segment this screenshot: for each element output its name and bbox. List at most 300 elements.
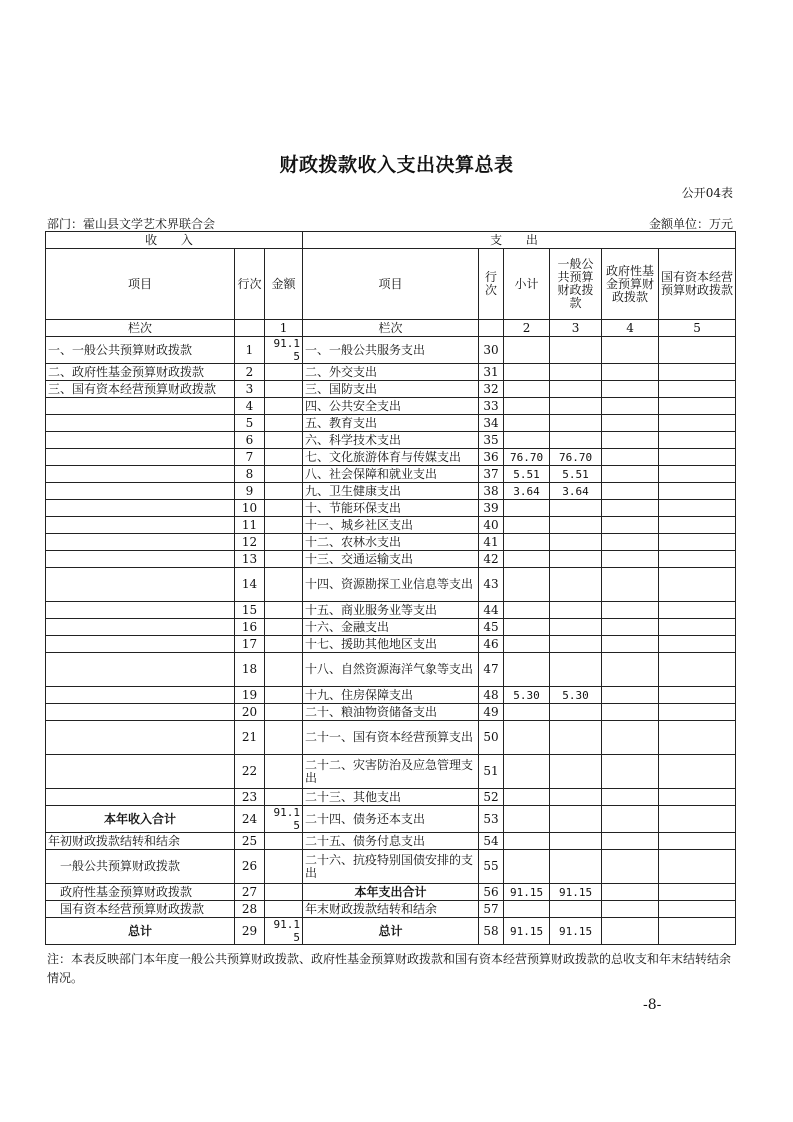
expense-subtotal — [504, 619, 550, 636]
expense-fund-budget — [602, 415, 659, 432]
expense-state-capital-budget — [659, 901, 736, 918]
income-amount — [265, 500, 303, 517]
expense-general-budget — [550, 364, 602, 381]
expense-subtotal — [504, 755, 550, 789]
expense-state-capital-budget — [659, 449, 736, 466]
income-amount — [265, 884, 303, 901]
income-item: 三、国有资本经营预算财政拨款 — [46, 381, 235, 398]
expense-item: 一、一般公共服务支出 — [303, 337, 479, 364]
expense-fund-budget — [602, 517, 659, 534]
expense-state-capital-budget — [659, 381, 736, 398]
expense-subtotal — [504, 721, 550, 755]
table-row — [46, 534, 736, 551]
expense-line-no: 43 — [479, 568, 504, 602]
expense-state-capital-budget — [659, 789, 736, 806]
expense-general-budget: 91.15 — [550, 918, 602, 945]
expense-general-budget: 5.51 — [550, 466, 602, 483]
income-amount — [265, 534, 303, 551]
income-line-no: 23 — [235, 789, 265, 806]
income-amount — [265, 381, 303, 398]
expense-item: 总计 — [303, 918, 479, 945]
income-line-no: 5 — [235, 415, 265, 432]
expense-line-no: 42 — [479, 551, 504, 568]
income-amount — [265, 551, 303, 568]
income-line-no: 1 — [235, 337, 265, 364]
income-amount: 91.15 — [265, 918, 303, 945]
expense-subtotal — [504, 806, 550, 833]
expense-line-no: 41 — [479, 534, 504, 551]
income-item — [46, 602, 235, 619]
expense-subtotal — [504, 432, 550, 449]
expense-state-capital-budget — [659, 415, 736, 432]
income-line-no: 10 — [235, 500, 265, 517]
expense-subtotal — [504, 636, 550, 653]
department-label: 部门：霍山县文学艺术界联合会 — [47, 217, 216, 231]
expense-line-no: 45 — [479, 619, 504, 636]
table-row — [46, 918, 736, 945]
income-item — [46, 636, 235, 653]
income-line-no: 17 — [235, 636, 265, 653]
expense-fund-budget — [602, 551, 659, 568]
expense-item: 十八、自然资源海洋气象等支出 — [303, 653, 479, 687]
table-row — [46, 619, 736, 636]
footnote: 注：本表反映部门本年度一般公共预算财政拨款、政府性基金预算财政拨款和国有资本经营预算财政拨款的总收支和年末结转结余情况。 — [47, 952, 732, 985]
expense-fund-budget — [602, 884, 659, 901]
expense-fund-budget — [602, 466, 659, 483]
expense-item: 十五、商业服务业等支出 — [303, 602, 479, 619]
expense-line-no: 48 — [479, 687, 504, 704]
expense-subtotal — [504, 833, 550, 850]
expense-line-no: 34 — [479, 415, 504, 432]
table-row — [46, 901, 736, 918]
expense-subtotal — [504, 517, 550, 534]
expense-fund-budget — [602, 850, 659, 884]
expense-line-no: 33 — [479, 398, 504, 415]
expense-item: 十六、金融支出 — [303, 619, 479, 636]
column-label-empty — [479, 320, 504, 337]
table-row — [46, 449, 736, 466]
budget-table — [45, 231, 736, 945]
expense-fund-budget — [602, 653, 659, 687]
expense-item: 二十三、其他支出 — [303, 789, 479, 806]
income-item — [46, 687, 235, 704]
income-line-no: 6 — [235, 432, 265, 449]
income-amount — [265, 568, 303, 602]
expense-line-no: 52 — [479, 789, 504, 806]
expense-state-capital-budget — [659, 517, 736, 534]
expense-subtotal: 3.64 — [504, 483, 550, 500]
expense-subtotal: 91.15 — [504, 884, 550, 901]
income-line-no: 29 — [235, 918, 265, 945]
header-subtotal: 小计 — [504, 249, 550, 320]
table-row — [46, 687, 736, 704]
table-row — [46, 884, 736, 901]
income-amount — [265, 653, 303, 687]
expense-subtotal — [504, 551, 550, 568]
column-number-3: 3 — [550, 320, 602, 337]
page-title: 财政拨款收入支出决算总表 — [279, 154, 514, 176]
income-amount — [265, 619, 303, 636]
expense-fund-budget — [602, 534, 659, 551]
expense-fund-budget — [602, 619, 659, 636]
table-row — [46, 500, 736, 517]
expense-general-budget — [550, 432, 602, 449]
expense-subtotal — [504, 602, 550, 619]
expense-item: 本年支出合计 — [303, 884, 479, 901]
header-state-capital-budget: 国有资本经营预算财政拨款 — [659, 249, 736, 320]
expense-line-no: 58 — [479, 918, 504, 945]
expense-subtotal — [504, 568, 550, 602]
income-line-no: 4 — [235, 398, 265, 415]
form-number: 公开04表 — [681, 186, 733, 200]
expense-subtotal — [504, 398, 550, 415]
income-item — [46, 551, 235, 568]
income-line-no: 8 — [235, 466, 265, 483]
expense-fund-budget — [602, 789, 659, 806]
expense-general-budget — [550, 551, 602, 568]
income-item: 总计 — [46, 918, 235, 945]
income-item: 一、一般公共预算财政拨款 — [46, 337, 235, 364]
income-amount — [265, 398, 303, 415]
expense-general-budget: 5.30 — [550, 687, 602, 704]
table-row — [46, 517, 736, 534]
header-general-budget: 一般公共预算财政拨款 — [550, 249, 602, 320]
expense-fund-budget — [602, 755, 659, 789]
income-amount — [265, 833, 303, 850]
income-line-no: 22 — [235, 755, 265, 789]
expense-general-budget — [550, 833, 602, 850]
column-number-2: 2 — [504, 320, 550, 337]
expense-item: 十二、农林水支出 — [303, 534, 479, 551]
income-item: 国有资本经营预算财政拨款 — [46, 901, 235, 918]
expense-state-capital-budget — [659, 534, 736, 551]
expense-line-no: 31 — [479, 364, 504, 381]
expense-item: 十四、资源勘探工业信息等支出 — [303, 568, 479, 602]
income-header: 收 入 — [46, 232, 303, 249]
expense-state-capital-budget — [659, 432, 736, 449]
expense-fund-budget — [602, 364, 659, 381]
table-row — [46, 466, 736, 483]
income-line-no: 3 — [235, 381, 265, 398]
income-item — [46, 534, 235, 551]
expense-line-no: 38 — [479, 483, 504, 500]
expense-fund-budget — [602, 833, 659, 850]
header-line-no: 行次 — [235, 249, 265, 320]
income-item — [46, 449, 235, 466]
expense-general-budget — [550, 517, 602, 534]
table-row — [46, 398, 736, 415]
expense-general-budget: 3.64 — [550, 483, 602, 500]
expense-general-budget — [550, 901, 602, 918]
expense-general-budget — [550, 602, 602, 619]
table-row — [46, 432, 736, 449]
expense-line-no: 57 — [479, 901, 504, 918]
expense-state-capital-budget — [659, 884, 736, 901]
table-row — [46, 415, 736, 432]
income-amount — [265, 636, 303, 653]
expense-general-budget — [550, 619, 602, 636]
column-number-4: 4 — [602, 320, 659, 337]
expense-general-budget — [550, 789, 602, 806]
expense-general-budget: 91.15 — [550, 884, 602, 901]
expense-fund-budget — [602, 381, 659, 398]
table-row — [46, 704, 736, 721]
expense-state-capital-budget — [659, 918, 736, 945]
expense-subtotal — [504, 653, 550, 687]
header-amount: 金额 — [265, 249, 303, 320]
income-item — [46, 704, 235, 721]
expense-general-budget — [550, 636, 602, 653]
expense-general-budget — [550, 415, 602, 432]
expense-line-no: 40 — [479, 517, 504, 534]
income-line-no: 11 — [235, 517, 265, 534]
expense-item: 十、节能环保支出 — [303, 500, 479, 517]
expense-item: 二十、粮油物资储备支出 — [303, 704, 479, 721]
table-row — [46, 602, 736, 619]
expense-subtotal — [504, 850, 550, 884]
column-label-empty — [235, 320, 265, 337]
table-row — [46, 337, 736, 364]
expense-line-no: 46 — [479, 636, 504, 653]
income-amount — [265, 483, 303, 500]
expense-subtotal — [504, 901, 550, 918]
income-amount: 91.15 — [265, 806, 303, 833]
expense-fund-budget — [602, 721, 659, 755]
income-item — [46, 721, 235, 755]
table-row — [46, 483, 736, 500]
expense-general-budget — [550, 806, 602, 833]
expense-line-no: 56 — [479, 884, 504, 901]
income-amount: 91.15 — [265, 337, 303, 364]
expense-fund-budget — [602, 636, 659, 653]
expense-state-capital-budget — [659, 850, 736, 884]
expense-item: 七、文化旅游体育与传媒支出 — [303, 449, 479, 466]
income-amount — [265, 850, 303, 884]
income-item — [46, 500, 235, 517]
income-item: 政府性基金预算财政拨款 — [46, 884, 235, 901]
expense-state-capital-budget — [659, 364, 736, 381]
expense-line-no: 39 — [479, 500, 504, 517]
income-amount — [265, 789, 303, 806]
income-line-no: 2 — [235, 364, 265, 381]
income-item — [46, 568, 235, 602]
expense-state-capital-budget — [659, 721, 736, 755]
expense-item: 四、公共安全支出 — [303, 398, 479, 415]
table-row — [46, 364, 736, 381]
income-line-no: 21 — [235, 721, 265, 755]
income-line-no: 19 — [235, 687, 265, 704]
income-item: 年初财政拨款结转和结余 — [46, 833, 235, 850]
expense-item: 十一、城乡社区支出 — [303, 517, 479, 534]
expense-line-no: 44 — [479, 602, 504, 619]
expense-state-capital-budget — [659, 483, 736, 500]
expense-state-capital-budget — [659, 704, 736, 721]
expense-header: 支 出 — [303, 232, 736, 249]
expense-item: 二十五、债务付息支出 — [303, 833, 479, 850]
income-amount — [265, 901, 303, 918]
expense-fund-budget — [602, 602, 659, 619]
header-line-no-expense: 行次 — [479, 249, 504, 320]
expense-item: 二、外交支出 — [303, 364, 479, 381]
expense-line-no: 49 — [479, 704, 504, 721]
expense-state-capital-budget — [659, 636, 736, 653]
expense-fund-budget — [602, 806, 659, 833]
unit-label: 金额单位：万元 — [648, 217, 733, 231]
expense-general-budget — [550, 850, 602, 884]
column-number-1: 1 — [265, 320, 303, 337]
income-item — [46, 466, 235, 483]
expense-item: 二十一、国有资本经营预算支出 — [303, 721, 479, 755]
column-label-left: 栏次 — [46, 320, 235, 337]
expense-item: 年末财政拨款结转和结余 — [303, 901, 479, 918]
expense-line-no: 51 — [479, 755, 504, 789]
expense-line-no: 37 — [479, 466, 504, 483]
income-amount — [265, 364, 303, 381]
expense-general-budget: 76.70 — [550, 449, 602, 466]
expense-line-no: 54 — [479, 833, 504, 850]
income-item — [46, 398, 235, 415]
income-item — [46, 789, 235, 806]
expense-fund-budget — [602, 568, 659, 602]
header-item-expense: 项目 — [303, 249, 479, 320]
expense-state-capital-budget — [659, 653, 736, 687]
expense-state-capital-budget — [659, 619, 736, 636]
expense-item: 二十六、抗疫特别国债安排的支出 — [303, 850, 479, 884]
expense-item: 十七、援助其他地区支出 — [303, 636, 479, 653]
expense-state-capital-budget — [659, 833, 736, 850]
expense-general-budget — [550, 534, 602, 551]
income-line-no: 28 — [235, 901, 265, 918]
expense-item: 二十四、债务还本支出 — [303, 806, 479, 833]
table-row — [46, 789, 736, 806]
table-row — [46, 381, 736, 398]
expense-line-no: 47 — [479, 653, 504, 687]
income-amount — [265, 466, 303, 483]
expense-state-capital-budget — [659, 602, 736, 619]
expense-general-budget — [550, 337, 602, 364]
expense-state-capital-budget — [659, 551, 736, 568]
income-item — [46, 755, 235, 789]
expense-general-budget — [550, 755, 602, 789]
expense-fund-budget — [602, 901, 659, 918]
expense-state-capital-budget — [659, 500, 736, 517]
expense-state-capital-budget — [659, 568, 736, 602]
income-line-no: 20 — [235, 704, 265, 721]
table-row — [46, 568, 736, 602]
expense-line-no: 36 — [479, 449, 504, 466]
expense-line-no: 30 — [479, 337, 504, 364]
column-number-5: 5 — [659, 320, 736, 337]
income-amount — [265, 687, 303, 704]
income-item: 二、政府性基金预算财政拨款 — [46, 364, 235, 381]
income-amount — [265, 721, 303, 755]
expense-fund-budget — [602, 449, 659, 466]
table-row — [46, 551, 736, 568]
expense-subtotal: 76.70 — [504, 449, 550, 466]
income-item — [46, 653, 235, 687]
column-label-right: 栏次 — [303, 320, 479, 337]
income-item — [46, 483, 235, 500]
income-line-no: 25 — [235, 833, 265, 850]
income-item: 一般公共预算财政拨款 — [46, 850, 235, 884]
table-row — [46, 653, 736, 687]
income-item — [46, 619, 235, 636]
expense-item: 六、科学技术支出 — [303, 432, 479, 449]
table-row — [46, 755, 736, 789]
page-number: -8- — [643, 997, 662, 1013]
expense-fund-budget — [602, 432, 659, 449]
expense-state-capital-budget — [659, 755, 736, 789]
expense-line-no: 50 — [479, 721, 504, 755]
header-fund-budget: 政府性基金预算财政拨款 — [602, 249, 659, 320]
income-line-no: 26 — [235, 850, 265, 884]
expense-subtotal — [504, 381, 550, 398]
income-amount — [265, 415, 303, 432]
expense-item: 三、国防支出 — [303, 381, 479, 398]
expense-item: 二十二、灾害防治及应急管理支出 — [303, 755, 479, 789]
income-line-no: 18 — [235, 653, 265, 687]
expense-subtotal — [504, 364, 550, 381]
expense-fund-budget — [602, 337, 659, 364]
expense-subtotal — [504, 415, 550, 432]
income-line-no: 14 — [235, 568, 265, 602]
income-line-no: 12 — [235, 534, 265, 551]
expense-subtotal: 5.51 — [504, 466, 550, 483]
expense-fund-budget — [602, 918, 659, 945]
income-amount — [265, 449, 303, 466]
expense-line-no: 32 — [479, 381, 504, 398]
income-line-no: 27 — [235, 884, 265, 901]
expense-item: 十九、住房保障支出 — [303, 687, 479, 704]
expense-general-budget — [550, 704, 602, 721]
expense-fund-budget — [602, 687, 659, 704]
expense-subtotal — [504, 704, 550, 721]
income-item — [46, 432, 235, 449]
expense-item: 五、教育支出 — [303, 415, 479, 432]
income-amount — [265, 602, 303, 619]
income-line-no: 7 — [235, 449, 265, 466]
expense-general-budget — [550, 653, 602, 687]
table-row — [46, 850, 736, 884]
expense-subtotal — [504, 534, 550, 551]
expense-general-budget — [550, 500, 602, 517]
table-row — [46, 721, 736, 755]
income-amount — [265, 704, 303, 721]
expense-general-budget — [550, 381, 602, 398]
expense-state-capital-budget — [659, 687, 736, 704]
expense-fund-budget — [602, 500, 659, 517]
income-item — [46, 517, 235, 534]
table-row — [46, 833, 736, 850]
expense-fund-budget — [602, 483, 659, 500]
expense-subtotal — [504, 500, 550, 517]
expense-subtotal — [504, 337, 550, 364]
expense-item: 九、卫生健康支出 — [303, 483, 479, 500]
income-line-no: 9 — [235, 483, 265, 500]
expense-state-capital-budget — [659, 337, 736, 364]
expense-general-budget — [550, 398, 602, 415]
expense-item: 十三、交通运输支出 — [303, 551, 479, 568]
expense-state-capital-budget — [659, 466, 736, 483]
expense-state-capital-budget — [659, 806, 736, 833]
income-line-no: 13 — [235, 551, 265, 568]
income-amount — [265, 517, 303, 534]
expense-fund-budget — [602, 704, 659, 721]
header-item: 项目 — [46, 249, 235, 320]
expense-line-no: 55 — [479, 850, 504, 884]
expense-subtotal: 91.15 — [504, 918, 550, 945]
income-line-no: 15 — [235, 602, 265, 619]
